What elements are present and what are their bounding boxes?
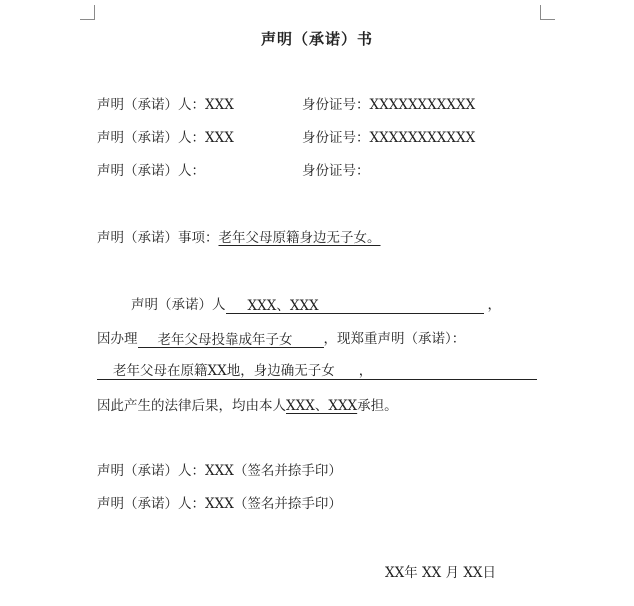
body-line-3	[113, 362, 372, 380]
body-line-1	[131, 296, 501, 314]
id-value: XXXXXXXXXXX	[369, 97, 476, 113]
statement-underline	[97, 379, 537, 380]
body-suffix: 承担。	[357, 398, 398, 414]
declarant-label: 声明（承诺）人：	[97, 163, 205, 179]
document-date: XX年 XX 月 XX日	[385, 565, 497, 581]
matter-label: 声明（承诺）事项：	[97, 230, 219, 246]
signature-row-1	[97, 462, 342, 480]
body-line-2	[97, 330, 465, 348]
signature-label: 声明（承诺）人：	[97, 463, 205, 479]
body-business: 老年父母投靠成年子女	[157, 332, 293, 348]
page-corner-mark-left	[80, 5, 95, 20]
body-prefix: 因此产生的法律后果，均由本人	[97, 398, 286, 414]
declarant-label: 声明（承诺）人：	[97, 97, 205, 113]
body-suffix: ，	[487, 297, 501, 313]
declarant-name: XXX	[205, 97, 234, 113]
matter-row	[97, 229, 381, 247]
business-blank	[138, 331, 324, 348]
names-blank	[226, 297, 484, 314]
body-statement: 老年父母在原籍XX地，身边确无子女	[113, 363, 335, 379]
id-value: XXXXXXXXXXX	[369, 130, 476, 146]
body-suffix: ，现郑重声明（承诺）：	[323, 331, 466, 347]
document-title: 声明（承诺）书	[260, 30, 373, 48]
declarant-row-1	[97, 96, 234, 114]
declarant-label: 声明（承诺）人：	[97, 130, 205, 146]
declarant-row-3	[97, 162, 205, 180]
id-label: 身份证号：	[302, 97, 370, 113]
body-prefix: 因办理	[97, 331, 138, 347]
signature-value: XXX（签名并捺手印）	[205, 463, 342, 479]
declarant-id-row-2	[302, 129, 475, 147]
body-names: XXX、XXX	[286, 398, 358, 414]
id-label: 身份证号：	[302, 163, 370, 179]
signature-value: XXX（签名并捺手印）	[205, 496, 342, 512]
signature-row-2	[97, 495, 342, 513]
id-label: 身份证号：	[302, 130, 370, 146]
declarant-row-2	[97, 129, 234, 147]
declarant-name: XXX	[205, 130, 234, 146]
declarant-id-row-3	[302, 162, 370, 180]
signature-label: 声明（承诺）人：	[97, 496, 205, 512]
body-names: XXX、XXX	[247, 298, 319, 314]
body-line-4	[97, 397, 398, 415]
page-corner-mark-right	[540, 5, 555, 20]
body-prefix: 声明（承诺）人	[131, 297, 226, 313]
matter-value: 老年父母原籍身边无子女。	[218, 230, 381, 246]
body-suffix: ，	[358, 363, 373, 379]
declarant-id-row-1	[302, 96, 475, 114]
